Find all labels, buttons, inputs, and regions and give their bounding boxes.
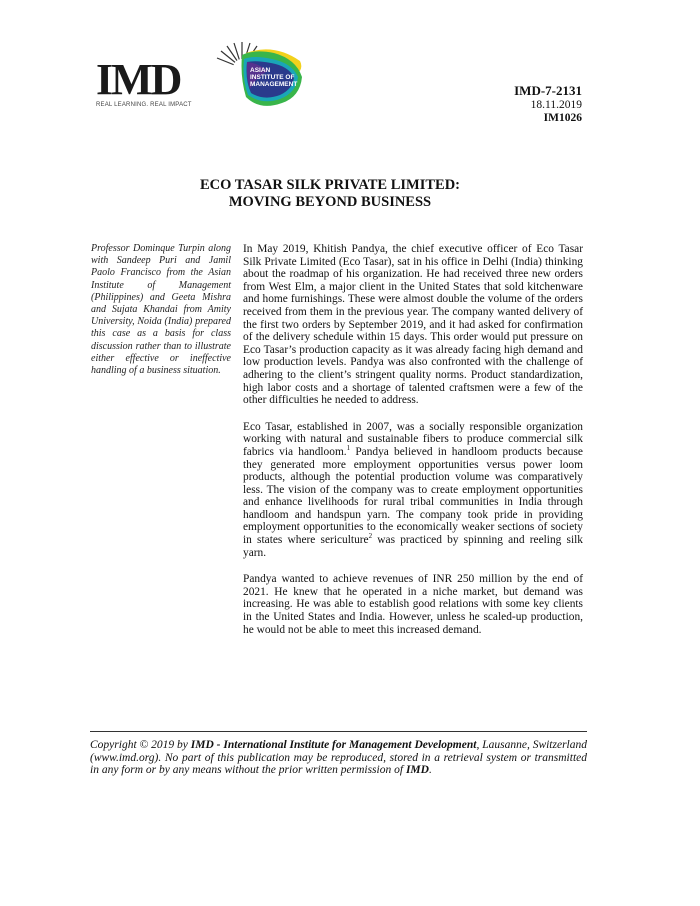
imd-logo [96, 38, 194, 112]
case-body [243, 243, 583, 650]
body-paragraph-1: In May 2019, Khitish Pandya, the chief executive officer of Eco Tasar Silk Private Limited (Eco Tasar), sat in his office in Delhi (India) thinking about the roadmap of his organization. He had received three new orders from West Elm, a major client in the United States that sold kitchenware and home furnishings. These were almost double the volume of the orders received from them in the previous year. The company wanted delivery of the first two orders by September 2019, and it had asked for confirmation of the delivery schedule within 15 days. This order would put pressure on Eco Tasar’s production capacity as it was already facing high demand and low production levels. Pandya was also confronted with the challenge of adhering to the client’s stringent quality norms. Product standardization, high labor costs and a shortage of talented craftsmen were a few of the other difficulties he needed to address. [243, 243, 583, 407]
aim-logo-text [250, 67, 302, 88]
body-paragraph-2 [243, 421, 583, 560]
aim-logo-line: ASIAN [250, 67, 271, 74]
copyright-text: . [428, 764, 432, 776]
case-title-line1: ECO TASAR SILK PRIVATE LIMITED: [200, 177, 460, 193]
copyright-notice [90, 739, 587, 777]
copyright-org-short: IMD [405, 764, 429, 776]
aim-logo-line: MANAGEMENT [250, 81, 298, 88]
footnote-ref-1[interactable]: 1 [346, 444, 351, 453]
paragraph-text: Pandya believed in handloom products because they generated more employment opportunities versus power loom products, although the potential production volume was comparatively less. The vision of the company was to create employment opportunities and enhance livelihoods for rural tribal communities in India through handloom and handspun yarn. The company took pride in providing employment opportunities to the economically weaker sections of society in states where sericulture [243, 445, 583, 547]
author-note: Professor Dominque Turpin along with Sandeep Puri and Jamil Paolo Francisco from the Asian Institute of Management (Philippines) and Geeta Mishra and Sujata Khandai from Amity University, Noida (India) prepared this case as a basis for class discussion rather than to illustrate either effective or ineffective handling of a business situation. [91, 243, 231, 377]
aim-logo-line: INSTITUTE OF [250, 74, 295, 81]
paragraph-text: Eco Tasar, established in 2007, was a socially responsible organization working with natural and sustainable fibers to produce commercial silk fabrics via handloom. [243, 420, 583, 458]
copyright-text: Copyright © 2019 by [90, 739, 191, 751]
paragraph-text: was practiced by spinning and reeling silk yarn. [243, 534, 583, 559]
footnote-ref-2[interactable]: 2 [368, 532, 373, 541]
imd-tagline: REAL LEARNING. REAL IMPACT [96, 102, 192, 108]
copyright-org: IMD - International Institute for Management Development [190, 739, 477, 751]
imd-logo-letters: IMD [96, 55, 181, 104]
case-title-line2: MOVING BEYOND BUSINESS [228, 194, 432, 210]
copyright-text: , Lausanne, Switzerland (www.imd.org). No part of this publication may be reproduced, stored in a retrieval system or transmitted in any form or by any means without the prior written permission of [90, 739, 588, 776]
case-code: IMD-7-2131 [514, 83, 582, 98]
aim-logo [238, 47, 304, 109]
footer-divider [90, 731, 587, 732]
case-id: IM1026 [543, 112, 582, 124]
body-paragraph-3: Pandya wanted to achieve revenues of INR 250 million by the end of 2021. He knew that he operated in a niche market, but demand was increasing. He was able to establish good relations with some key clients in the United States and India. However, unless he scaled-up production, he would not be able to meet this increased demand. [243, 573, 583, 636]
case-title [170, 177, 490, 211]
case-date: 18.11.2019 [530, 99, 582, 111]
case-reference [514, 83, 582, 125]
